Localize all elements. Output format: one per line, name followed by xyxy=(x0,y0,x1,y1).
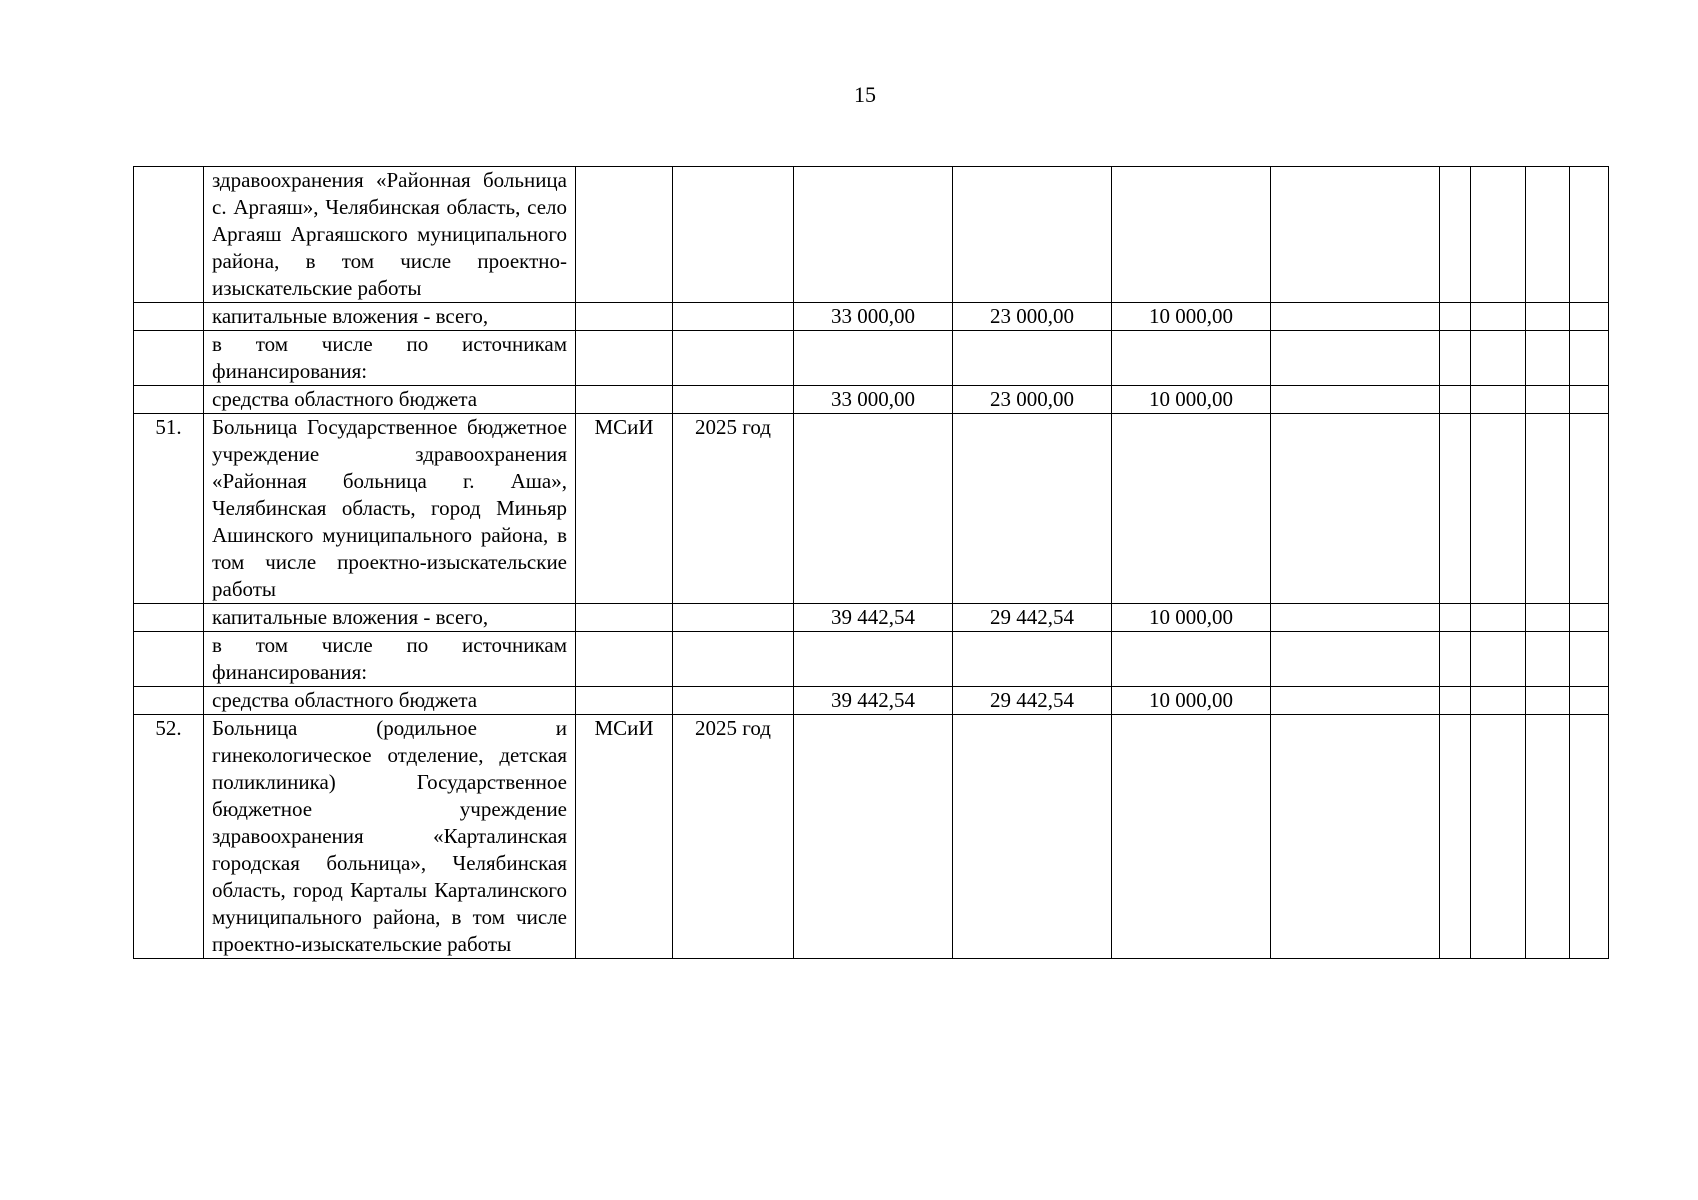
empty-cell xyxy=(1440,687,1471,715)
table-row xyxy=(134,303,1609,331)
empty-cell xyxy=(1271,414,1440,604)
empty-cell xyxy=(1440,167,1471,303)
row-label: средства областного бюджета xyxy=(204,687,576,715)
amount-2025-cell xyxy=(953,414,1112,604)
amount-2025-cell: 29 442,54 xyxy=(953,687,1112,715)
row-label: капитальные вложения - всего, xyxy=(204,303,576,331)
empty-cell xyxy=(1526,331,1570,386)
amount-2025-cell xyxy=(953,167,1112,303)
empty-cell xyxy=(1440,414,1471,604)
total-cell xyxy=(794,715,953,959)
empty-cell xyxy=(1271,167,1440,303)
empty-cell xyxy=(1471,386,1526,414)
amount-2026-cell: 10 000,00 xyxy=(1112,303,1271,331)
year-cell xyxy=(673,687,794,715)
empty-cell xyxy=(1570,604,1609,632)
empty-cell xyxy=(1271,386,1440,414)
empty-cell xyxy=(1271,687,1440,715)
amount-2026-cell xyxy=(1112,414,1271,604)
amount-2026-cell: 10 000,00 xyxy=(1112,687,1271,715)
object-description: Больница Государственное бюджетное учреждение здравоохранения «Районная больница г. Аша», Челябинская область, город Миньяр Ашинского муниципального района, в том числе проектно-изыскательские работы xyxy=(204,414,576,604)
empty-cell xyxy=(1440,715,1471,959)
year-cell xyxy=(673,386,794,414)
year-cell: 2025 год xyxy=(673,414,794,604)
empty-cell xyxy=(1570,331,1609,386)
table-row xyxy=(134,331,1609,386)
row-number xyxy=(134,604,204,632)
row-label: средства областного бюджета xyxy=(204,386,576,414)
empty-cell xyxy=(1271,604,1440,632)
capital-investment-table xyxy=(133,166,1609,959)
row-number: 51. xyxy=(134,414,204,604)
empty-cell xyxy=(1526,604,1570,632)
amount-2025-cell: 23 000,00 xyxy=(953,303,1112,331)
total-cell: 39 442,54 xyxy=(794,687,953,715)
table-row xyxy=(134,687,1609,715)
total-cell xyxy=(794,331,953,386)
table-row xyxy=(134,414,1609,604)
empty-cell xyxy=(1526,386,1570,414)
table-row xyxy=(134,386,1609,414)
total-cell xyxy=(794,414,953,604)
row-number: 52. xyxy=(134,715,204,959)
total-cell: 33 000,00 xyxy=(794,386,953,414)
row-number xyxy=(134,167,204,303)
amount-2026-cell xyxy=(1112,715,1271,959)
page-number: 15 xyxy=(854,82,876,107)
customer-cell xyxy=(576,604,673,632)
empty-cell xyxy=(1570,386,1609,414)
empty-cell xyxy=(1440,331,1471,386)
amount-2026-cell: 10 000,00 xyxy=(1112,604,1271,632)
empty-cell xyxy=(1440,386,1471,414)
empty-cell xyxy=(1271,715,1440,959)
amount-2026-cell xyxy=(1112,331,1271,386)
table-row xyxy=(134,604,1609,632)
table-row xyxy=(134,632,1609,687)
row-number xyxy=(134,632,204,687)
amount-2025-cell xyxy=(953,715,1112,959)
empty-cell xyxy=(1471,604,1526,632)
empty-cell xyxy=(1570,715,1609,959)
empty-cell xyxy=(1471,331,1526,386)
empty-cell xyxy=(1570,303,1609,331)
empty-cell xyxy=(1526,303,1570,331)
year-cell xyxy=(673,331,794,386)
total-cell: 39 442,54 xyxy=(794,604,953,632)
table-row xyxy=(134,715,1609,959)
year-cell xyxy=(673,167,794,303)
object-description: Больница (родильное и гинекологическое отделение, детская поликлиника) Государственное бюджетное учреждение здравоохранения «Карталинская городская больница», Челябинская область, город Карталы Карталинского муниципального района, в том числе проектно-изыскательские работы xyxy=(204,715,576,959)
year-cell: 2025 год xyxy=(673,715,794,959)
empty-cell xyxy=(1440,632,1471,687)
row-number xyxy=(134,303,204,331)
amount-2025-cell: 23 000,00 xyxy=(953,386,1112,414)
customer-cell xyxy=(576,687,673,715)
year-cell xyxy=(673,632,794,687)
amount-2026-cell: 10 000,00 xyxy=(1112,386,1271,414)
row-number xyxy=(134,386,204,414)
amount-2026-cell xyxy=(1112,167,1271,303)
empty-cell xyxy=(1471,687,1526,715)
empty-cell xyxy=(1526,715,1570,959)
empty-cell xyxy=(1440,303,1471,331)
row-label: в том числе по источникам финансирования: xyxy=(204,632,576,687)
empty-cell xyxy=(1570,687,1609,715)
empty-cell xyxy=(1526,414,1570,604)
empty-cell xyxy=(1526,632,1570,687)
amount-2025-cell xyxy=(953,331,1112,386)
row-label: в том числе по источникам финансирования: xyxy=(204,331,576,386)
row-label: капитальные вложения - всего, xyxy=(204,604,576,632)
table-row xyxy=(134,167,1609,303)
customer-cell xyxy=(576,386,673,414)
amount-2026-cell xyxy=(1112,632,1271,687)
total-cell: 33 000,00 xyxy=(794,303,953,331)
customer-cell xyxy=(576,632,673,687)
empty-cell xyxy=(1471,167,1526,303)
customer-cell: МСиИ xyxy=(576,715,673,959)
empty-cell xyxy=(1471,715,1526,959)
customer-cell xyxy=(576,303,673,331)
empty-cell xyxy=(1471,414,1526,604)
empty-cell xyxy=(1471,632,1526,687)
year-cell xyxy=(673,604,794,632)
empty-cell xyxy=(1271,331,1440,386)
empty-cell xyxy=(1526,687,1570,715)
customer-cell: МСиИ xyxy=(576,414,673,604)
empty-cell xyxy=(1440,604,1471,632)
row-number xyxy=(134,331,204,386)
empty-cell xyxy=(1471,303,1526,331)
empty-cell xyxy=(1271,303,1440,331)
empty-cell xyxy=(1570,167,1609,303)
empty-cell xyxy=(1570,632,1609,687)
total-cell xyxy=(794,167,953,303)
empty-cell xyxy=(1271,632,1440,687)
year-cell xyxy=(673,303,794,331)
total-cell xyxy=(794,632,953,687)
amount-2025-cell: 29 442,54 xyxy=(953,604,1112,632)
empty-cell xyxy=(1526,167,1570,303)
object-description: здравоохранения «Районная больница с. Аргаяш», Челябинская область, село Аргаяш Аргаяшского муниципального района, в том числе проектно-изыскательские работы xyxy=(204,167,576,303)
customer-cell xyxy=(576,331,673,386)
customer-cell xyxy=(576,167,673,303)
row-number xyxy=(134,687,204,715)
amount-2025-cell xyxy=(953,632,1112,687)
empty-cell xyxy=(1570,414,1609,604)
